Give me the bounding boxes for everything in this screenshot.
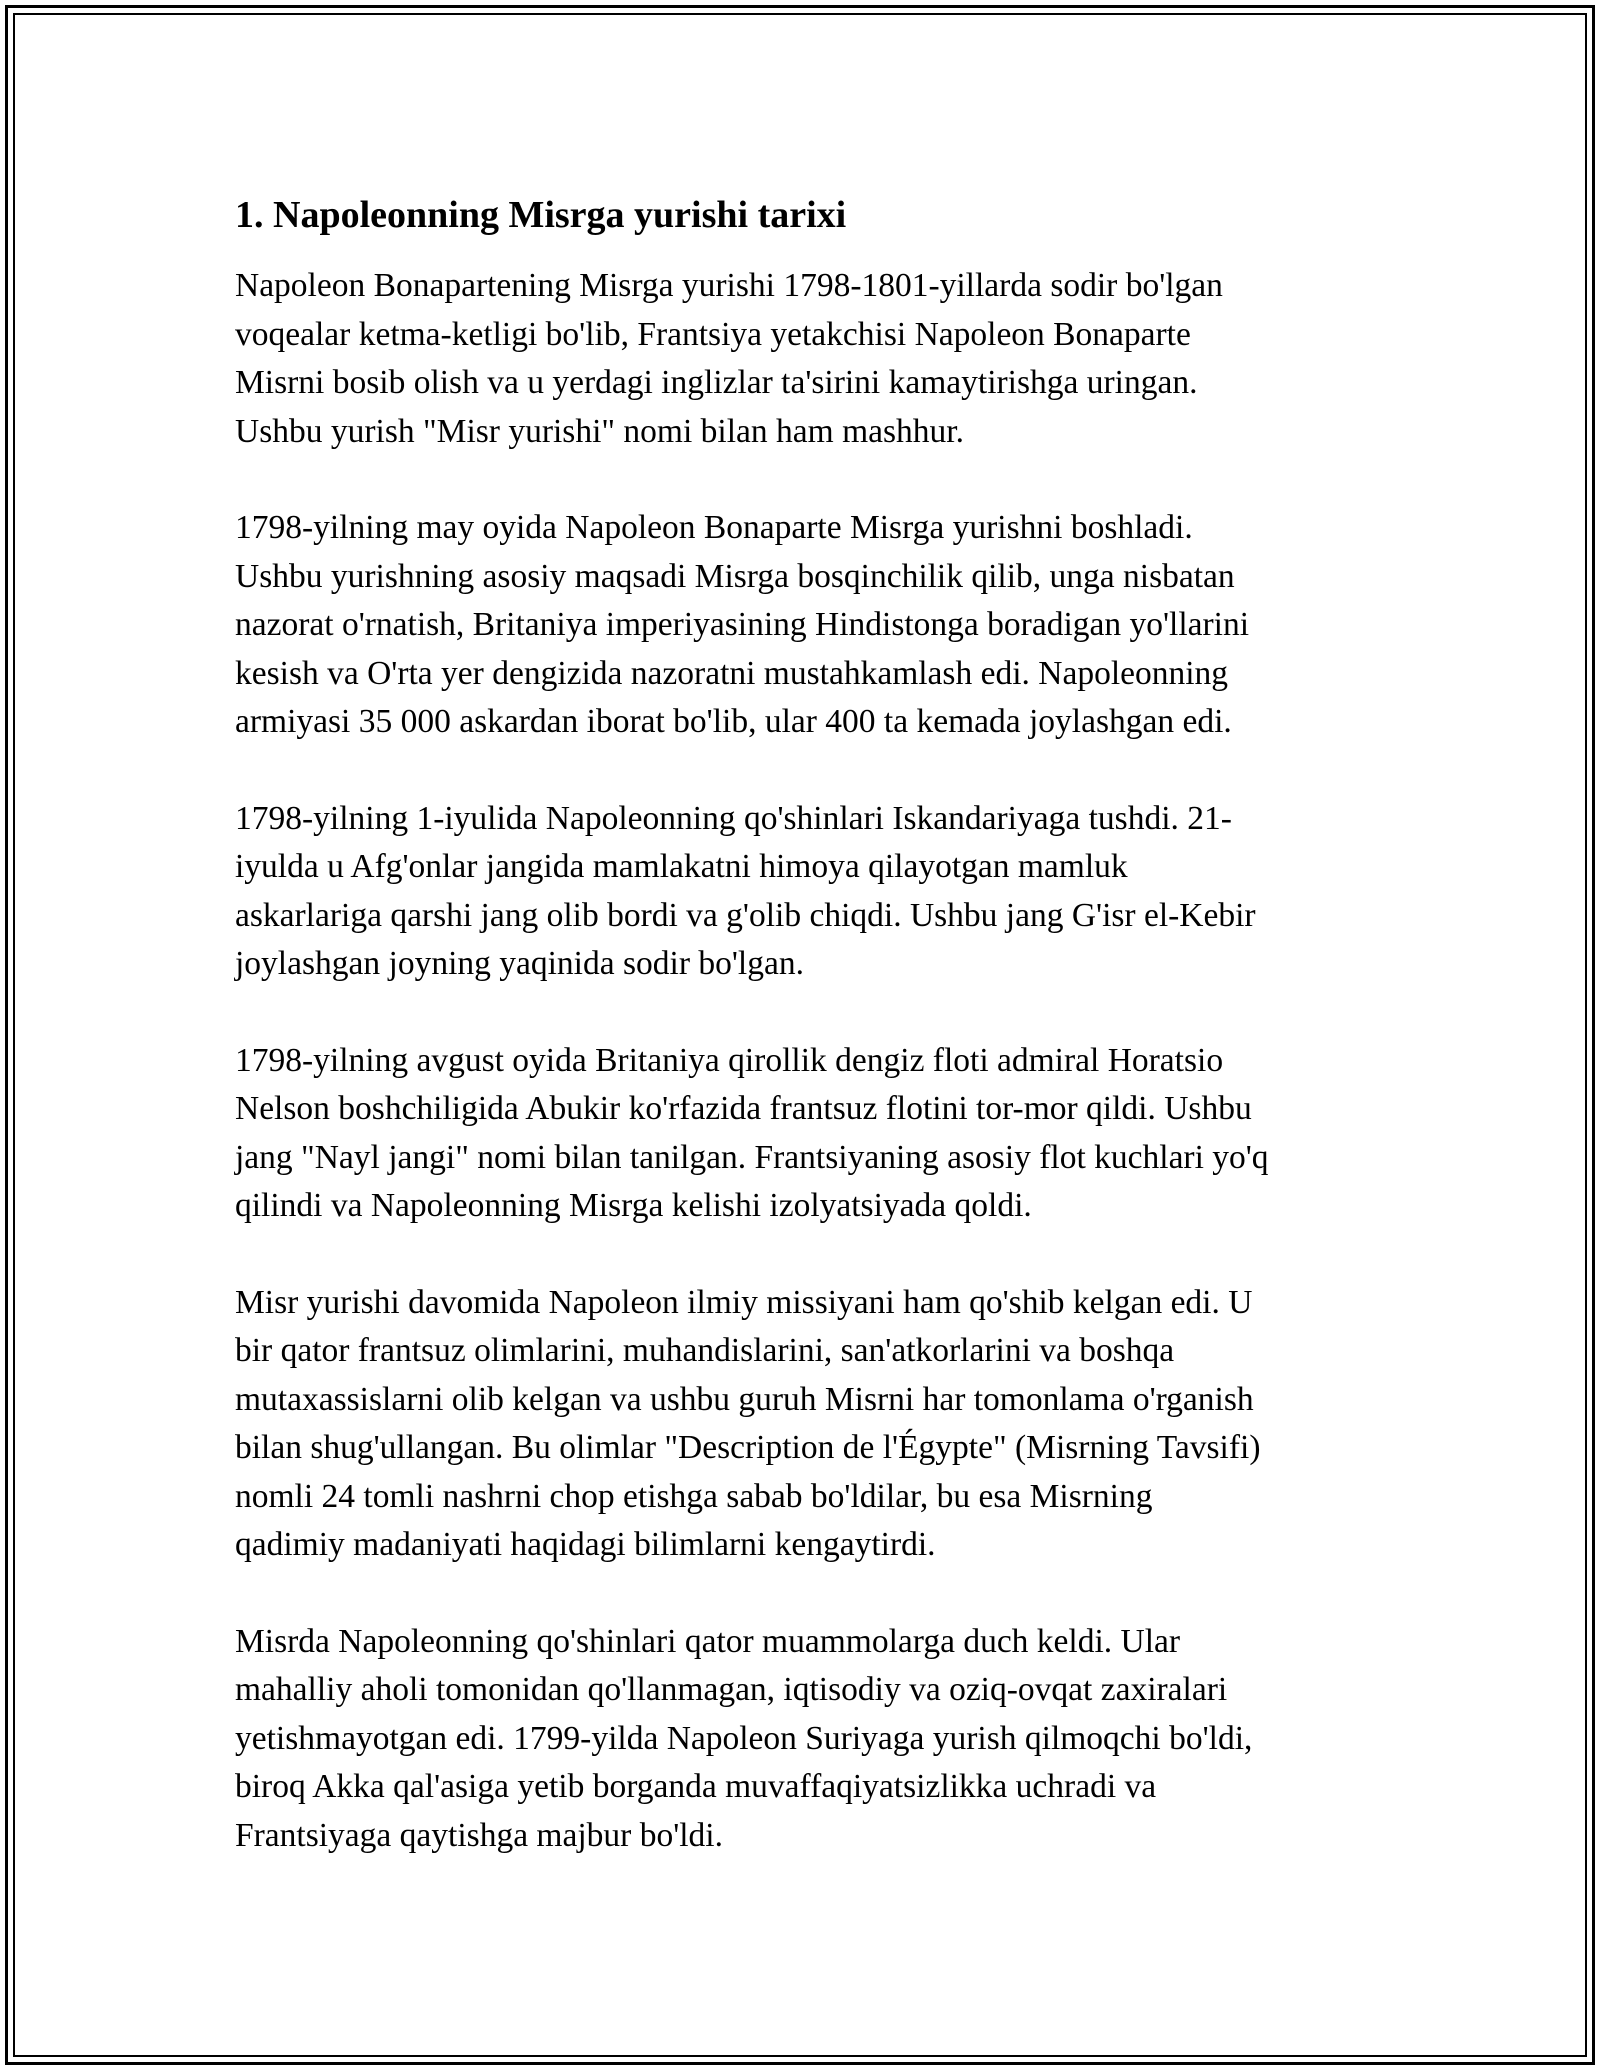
section-heading: 1. Napoleonning Misrga yurishi tarixi [235,194,847,236]
paragraph-scientific-mission: Misr yurishi davomida Napoleon ilmiy missiyani ham qo'shib kelgan edi. U bir qator frantsuz olimlarini, muhandislarini, san'atkorlarini va boshqa mutaxassislarni olib kelgan va ushbu guruh Misrni har tomonlama o'rganish bilan shug'ullangan. Bu olimlar "Description de l'Égypte" (Misrning Tavsifi) nomli 24 tomli nashrni chop etishga sabab bo'ldilar, bu esa Misrning qadimiy madaniyati haqidagi bilimlarni kengaytirdi. [235,1283,1261,1563]
document-body [235,190,1385,1908]
paragraph-difficulties: Misrda Napoleonning qo'shinlari qator muammolarga duch keldi. Ular mahalliy aholi tomonidan qo'llanmagan, iqtisodiy va oziq-ovqat zaxiralari yetishmayotgan edi. 1799-yilda Napoleon Suriyaga yurish qilmoqchi bo'ldi, biroq Akka qal'asiga yetib borganda muvaffaqiyatsizlikka uchradi va Frantsiyaga qaytishga majbur bo'ldi. [235,1622,1253,1854]
paragraph-campaign-start: 1798-yilning may oyida Napoleon Bonaparte Misrga yurishni boshladi. Ushbu yurishning asosiy maqsadi Misrga bosqinchilik qilib, unga nisbatan nazorat o'rnatish, Britaniya imperiyasining Hindistonga boradigan yo'llarini kesish va O'rta yer dengizida nazoratni mustahkamlash edi. Napoleonning armiyasi 35 000 askardan iborat bo'lib, ular 400 ta kemada joylashgan edi. [235,509,1250,740]
paragraph-intro: Napoleon Bonapartening Misrga yurishi 1798-1801-yillarda sodir bo'lgan voqealar ketma-ketligi bo'lib, Frantsiya yetakchisi Napoleon Bonaparte Misrni bosib olish va u yerdagi inglizlar ta'sirini kamaytirishga uringan. Ushbu yurish "Misr yurishi" nomi bilan ham mashhur. [235,267,1223,450]
paragraph-battle-of-the-nile: 1798-yilning avgust oyida Britaniya qirollik dengiz floti admiral Horatsio Nelson boshchiligida Abukir ko'rfazida frantsuz flotini tor-mor qildi. Ushbu jang "Nayl jangi" nomi bilan tanilgan. Frantsiyaning asosiy flot kuchlari yo'q qilindi va Napoleonning Misrga kelishi izolyatsiyada qoldi. [235,1041,1269,1224]
paragraph-alexandria-landing: 1798-yilning 1-iyulida Napoleonning qo'shinlari Iskandariyaga tushdi. 21- iyulda u Afg'onlar jangida mamlakatni himoya qilayotgan mamluk askarlariga qarshi jang olib bordi va g'olib chiqdi. Ushbu jang G'isr el-Kebir joylashgan joyning yaqinida sodir bo'lgan. [235,799,1256,982]
